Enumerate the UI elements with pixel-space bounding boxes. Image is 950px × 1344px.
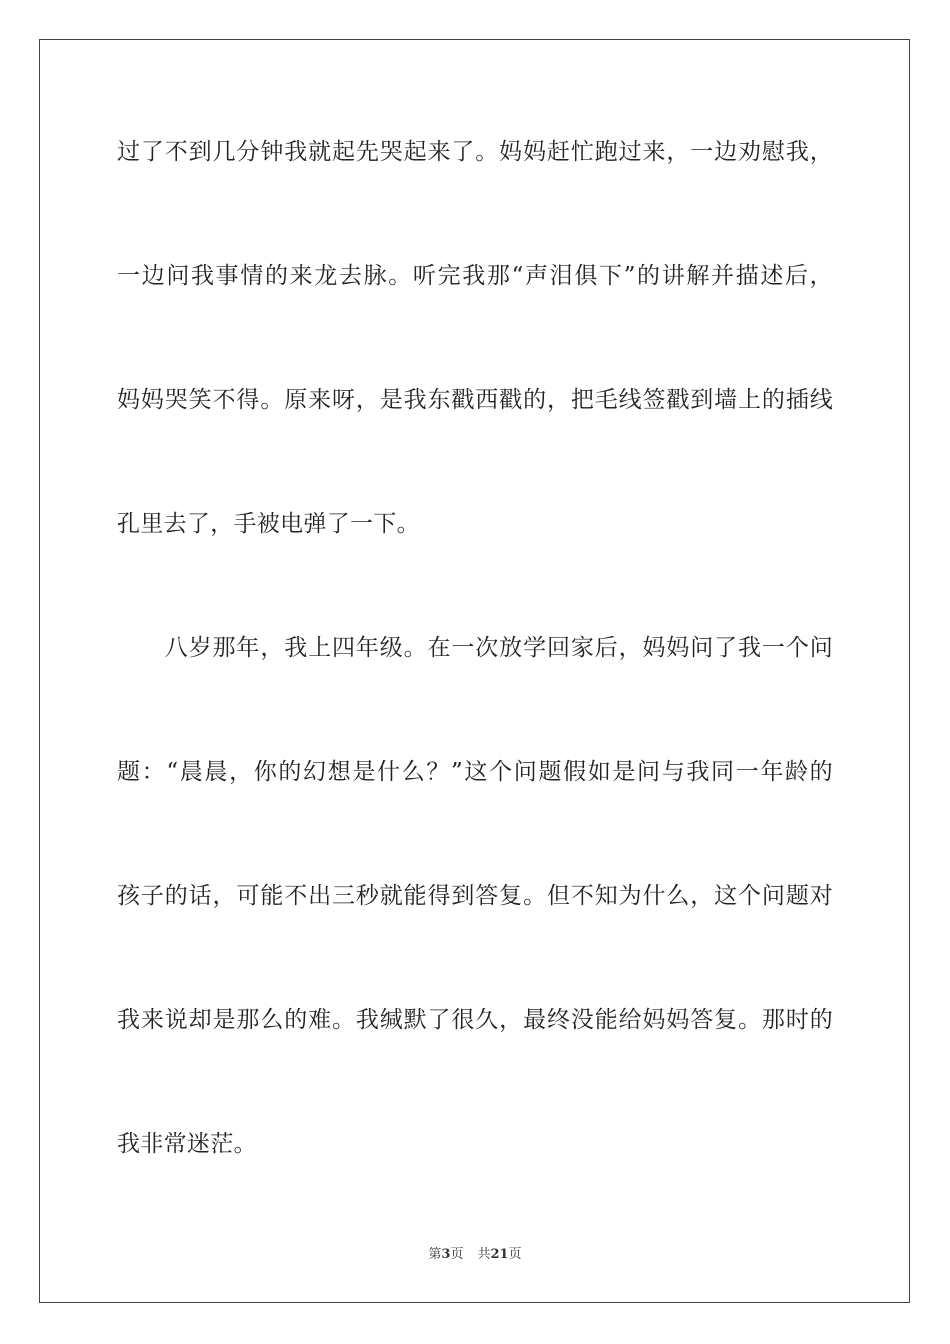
page-suffix: 页 (450, 1247, 464, 1262)
body-text-line: 题：“晨晨，你的幻想是什么？”这个问题假如是问与我同一年龄的 (117, 759, 833, 785)
body-text-line: 八岁那年，我上四年级。在一次放学回家后，妈妈问了我一个问 (117, 635, 833, 661)
body-text-line: 我非常迷茫。 (117, 1131, 257, 1157)
body-text-line: 我来说却是那么的难。我缄默了很久，最终没能给妈妈答复。那时的 (117, 1007, 833, 1033)
page-prefix: 第 (428, 1247, 442, 1262)
total-prefix: 共 (477, 1247, 491, 1262)
body-text-line: 孩子的话，可能不出三秒就能得到答复。但不知为什么，这个问题对 (117, 883, 833, 909)
body-text-line: 一边问我事情的来龙去脉。听完我那“声泪俱下”的讲解并描述后， (117, 263, 833, 289)
body-text-line: 妈妈哭笑不得。原来呀，是我东戳西戳的，把毛线签戳到墙上的插线 (117, 387, 833, 413)
body-text-line: 过了不到几分钟我就起先哭起来了。妈妈赶忙跑过来，一边劝慰我， (117, 139, 833, 165)
total-pages: 21 (490, 1247, 509, 1262)
total-suffix: 页 (508, 1247, 522, 1262)
page-number: 3 (441, 1247, 451, 1262)
page-border (39, 39, 910, 1303)
page-footer (0, 1246, 950, 1264)
body-text-line: 孔里去了，手被电弹了一下。 (117, 511, 420, 537)
